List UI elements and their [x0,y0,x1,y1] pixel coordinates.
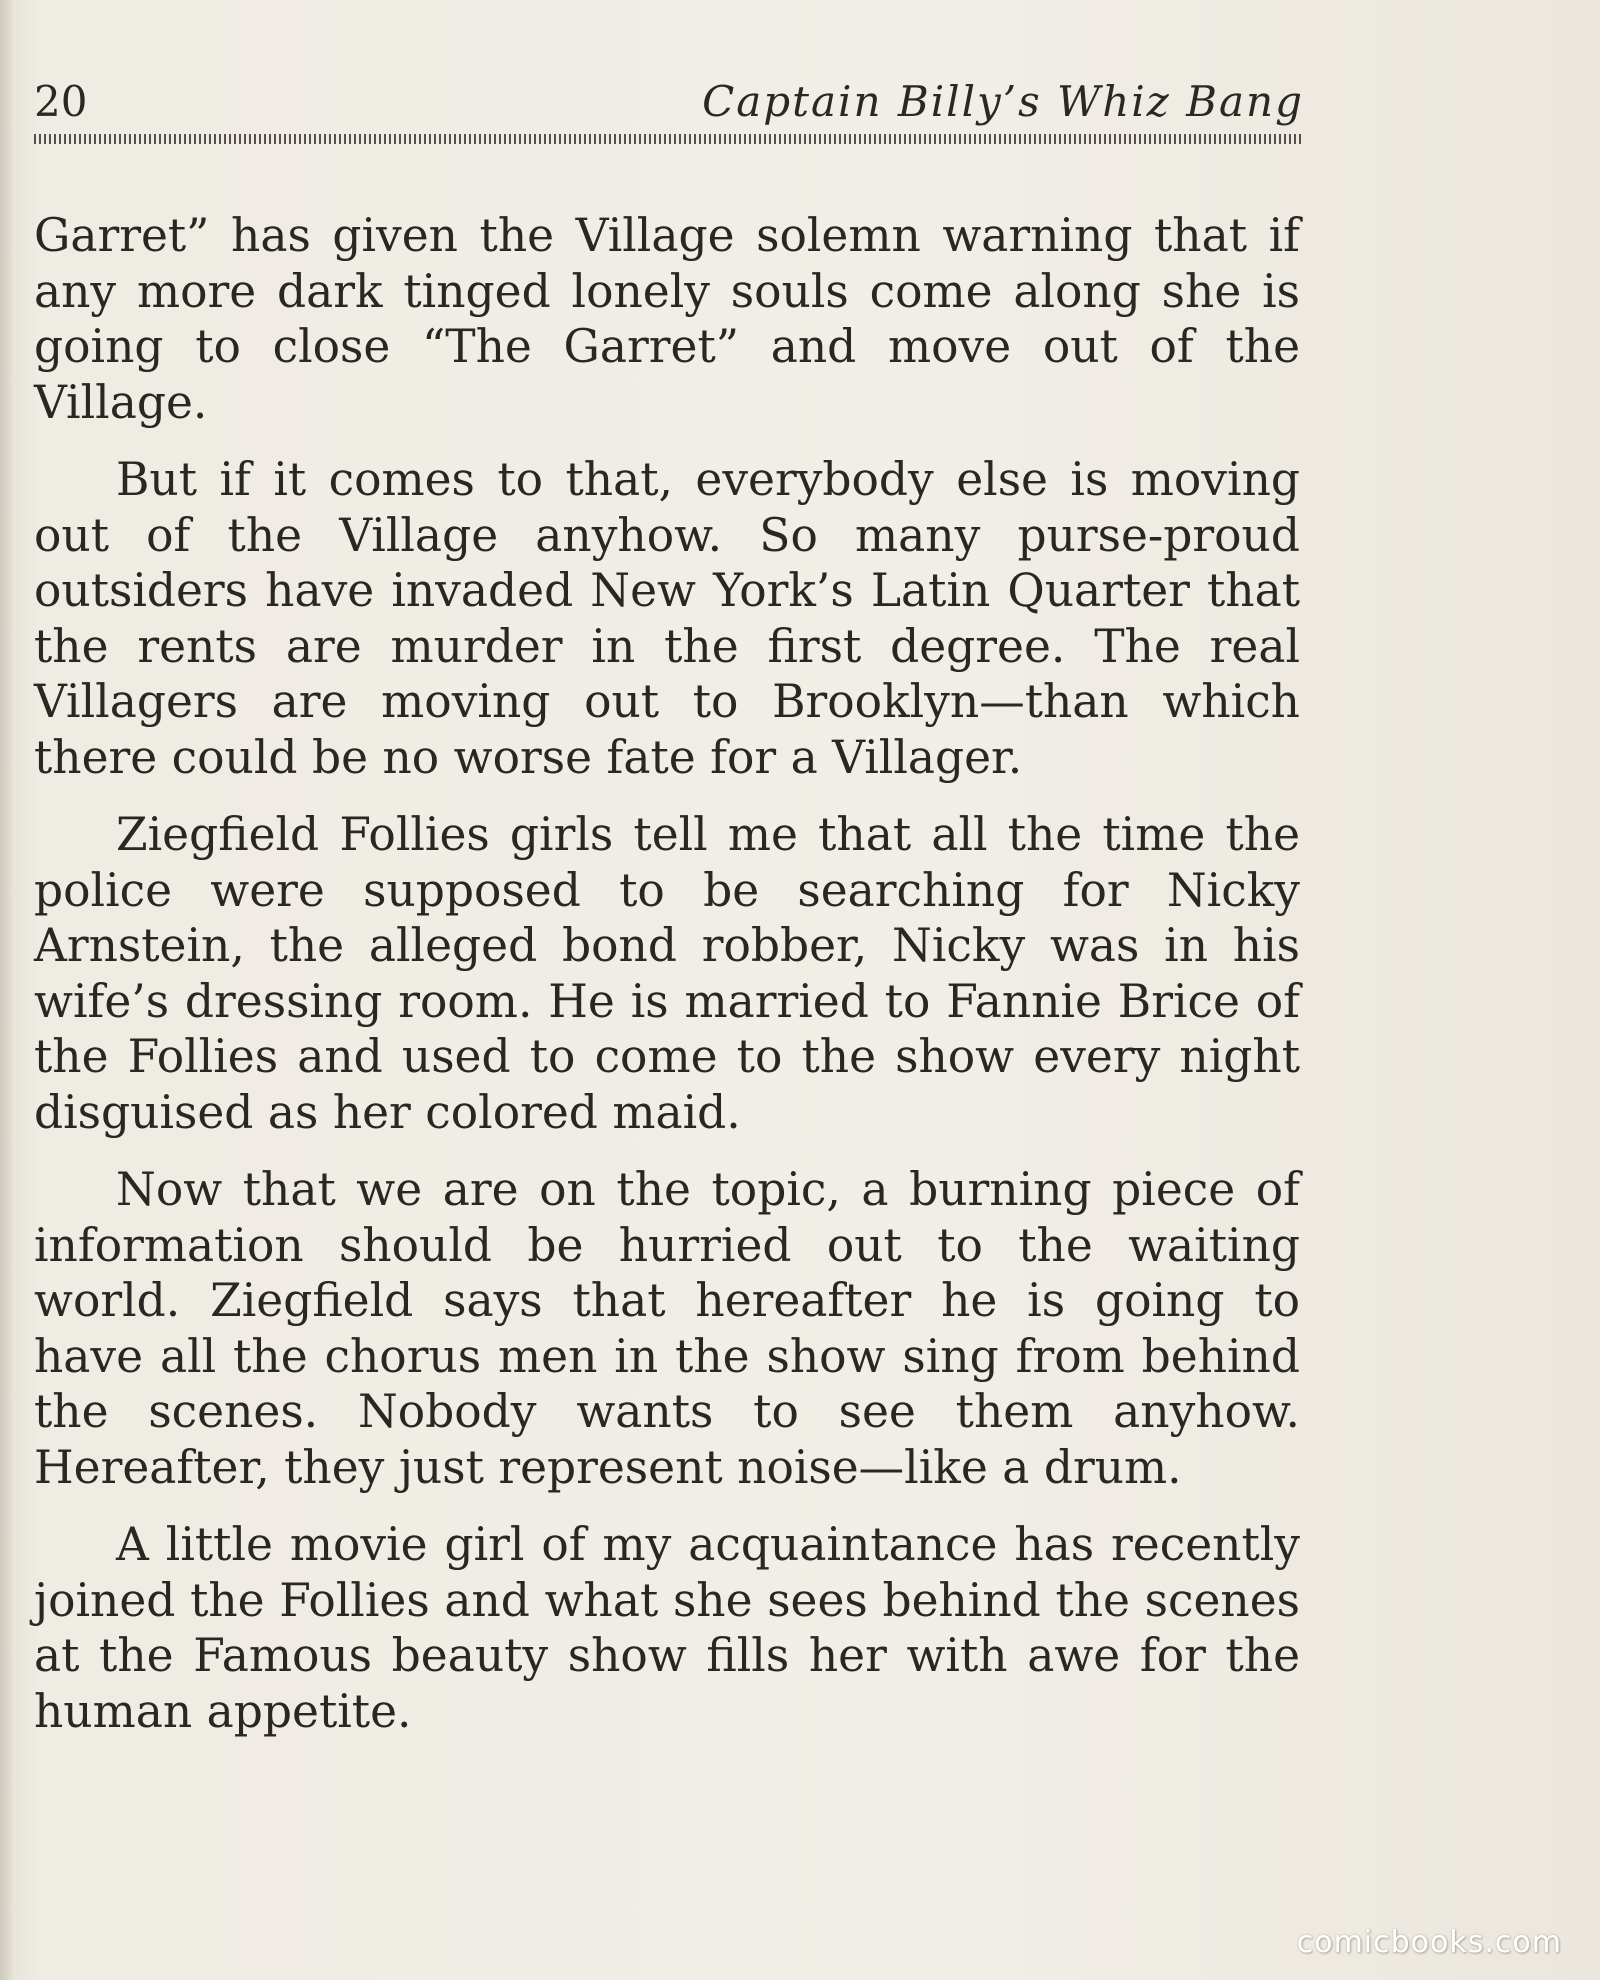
page-spine-shadow [0,0,14,1980]
running-head [34,72,1304,132]
paragraph-3: Ziegfield Follies girls tell me that all the time the police were supposed to be searching for Nicky Arnstein, the alleged bond robber, Nicky was in his wife’s dressing room. He is married to Fannie Brice of the Follies and used to come to the show every night disguised as her colored maid. [34,808,1300,1139]
paragraph-5: A little movie girl of my acquaintance has recently joined the Follies and what she sees behind the scenes at the Famous beauty show fills her with awe for the human appetite. [34,1518,1300,1738]
page-number: 20 [34,77,88,126]
watermark: comicbooks.com [1296,1925,1562,1960]
paragraph-1: Garret” has given the Village solemn warning that if any more dark tinged lonely souls come along she is going to close “The Garret” and move out of the Village. [34,209,1300,429]
magazine-title: Captain Billy’s Whiz Bang [702,77,1304,126]
paragraph-4: Now that we are on the topic, a burning piece of information should be hurried out to the waiting world. Ziegfield says that hereafter he is going to have all the chorus men in the show sing from behind the scenes. Nobody wants to see them anyhow. Hereafter, they just represent noise—like a drum. [34,1163,1300,1494]
article-body [34,208,1300,1761]
header-rule [34,134,1304,144]
paragraph-2: But if it comes to that, everybody else is moving out of the Village anyhow. So many purse-proud outsiders have invaded New York’s Latin Quarter that the rents are murder in the first degree. The real Villagers are moving out to Brooklyn—than which there could be no worse fate for a Villager. [34,453,1300,784]
